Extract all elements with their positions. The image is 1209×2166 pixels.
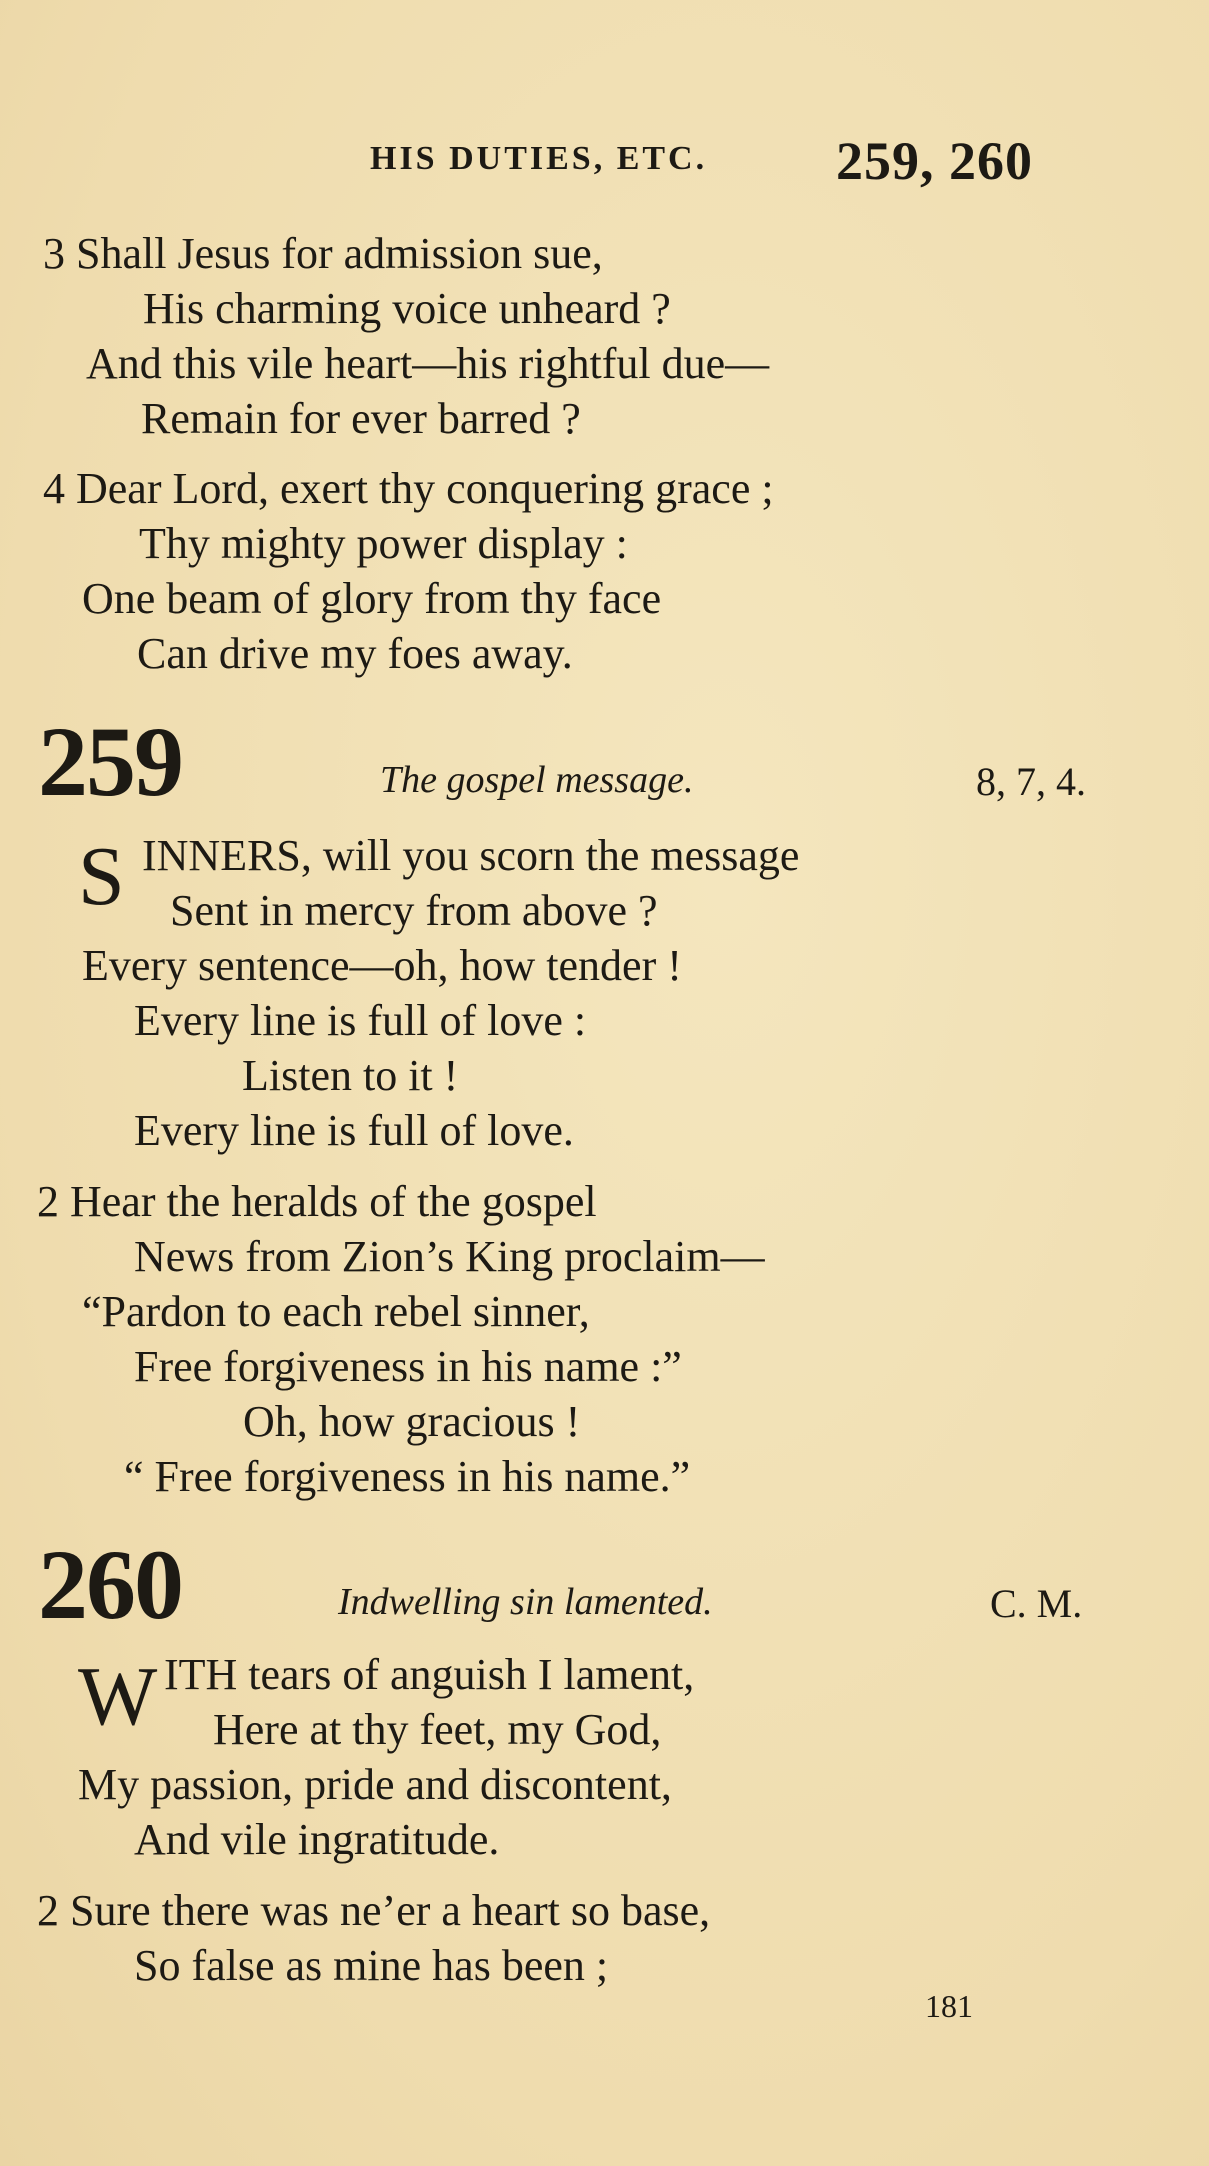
verse-line: INNERS, will you scorn the message (142, 831, 800, 880)
verse-line: Here at thy feet, my God, (213, 1705, 662, 1754)
verse-line: 4 Dear Lord, exert thy conquering grace ; (43, 464, 774, 513)
verse-line: Every line is full of love : (134, 996, 587, 1045)
page-number: 181 (925, 1988, 973, 2024)
verse-line: And this vile heart—his rightful due— (86, 339, 770, 388)
hymn-number: 259 (38, 706, 182, 817)
verse-line: Every line is full of love. (134, 1106, 574, 1155)
verse-line: 2 Hear the heralds of the gospel (37, 1177, 597, 1226)
hymn-title: The gospel message. (380, 759, 694, 801)
drop-cap: W (78, 1650, 158, 1743)
hymn-number: 260 (38, 1529, 182, 1640)
verse-line: Free forgiveness in his name :” (134, 1342, 682, 1391)
verse-line: So false as mine has been ; (134, 1941, 609, 1990)
verse-line: “ Free forgiveness in his name.” (124, 1452, 691, 1501)
hymn-meter: C. M. (990, 1581, 1083, 1626)
header-hymn-range: 259, 260 (836, 131, 1033, 191)
verse-line: Thy mighty power display : (139, 519, 628, 568)
verse-line: “Pardon to each rebel sinner, (82, 1287, 590, 1336)
verse-line: Every sentence—oh, how tender ! (82, 941, 682, 990)
running-header: HIS DUTIES, ETC. (370, 140, 708, 177)
verse-line: Oh, how gracious ! (243, 1397, 581, 1446)
drop-cap: S (78, 830, 125, 923)
hymn-meter: 8, 7, 4. (976, 759, 1086, 804)
hymn-title: Indwelling sin lamented. (338, 1581, 713, 1623)
verse-line: 2 Sure there was ne’er a heart so base, (37, 1886, 711, 1935)
verse-line: Can drive my foes away. (137, 629, 573, 678)
verse-line: One beam of glory from thy face (82, 574, 662, 623)
verse-line: News from Zion’s King proclaim— (134, 1232, 765, 1281)
verse-line: ITH tears of anguish I lament, (164, 1650, 695, 1699)
verse-line: Remain for ever barred ? (141, 394, 581, 443)
verse-line: Sent in mercy from above ? (170, 886, 658, 935)
verse-line: And vile ingratitude. (134, 1815, 500, 1864)
verse-line: My passion, pride and discontent, (78, 1760, 672, 1809)
verse-line: 3 Shall Jesus for admission sue, (43, 229, 603, 278)
verse-line: His charming voice unheard ? (143, 284, 671, 333)
verse-line: Listen to it ! (242, 1051, 459, 1100)
